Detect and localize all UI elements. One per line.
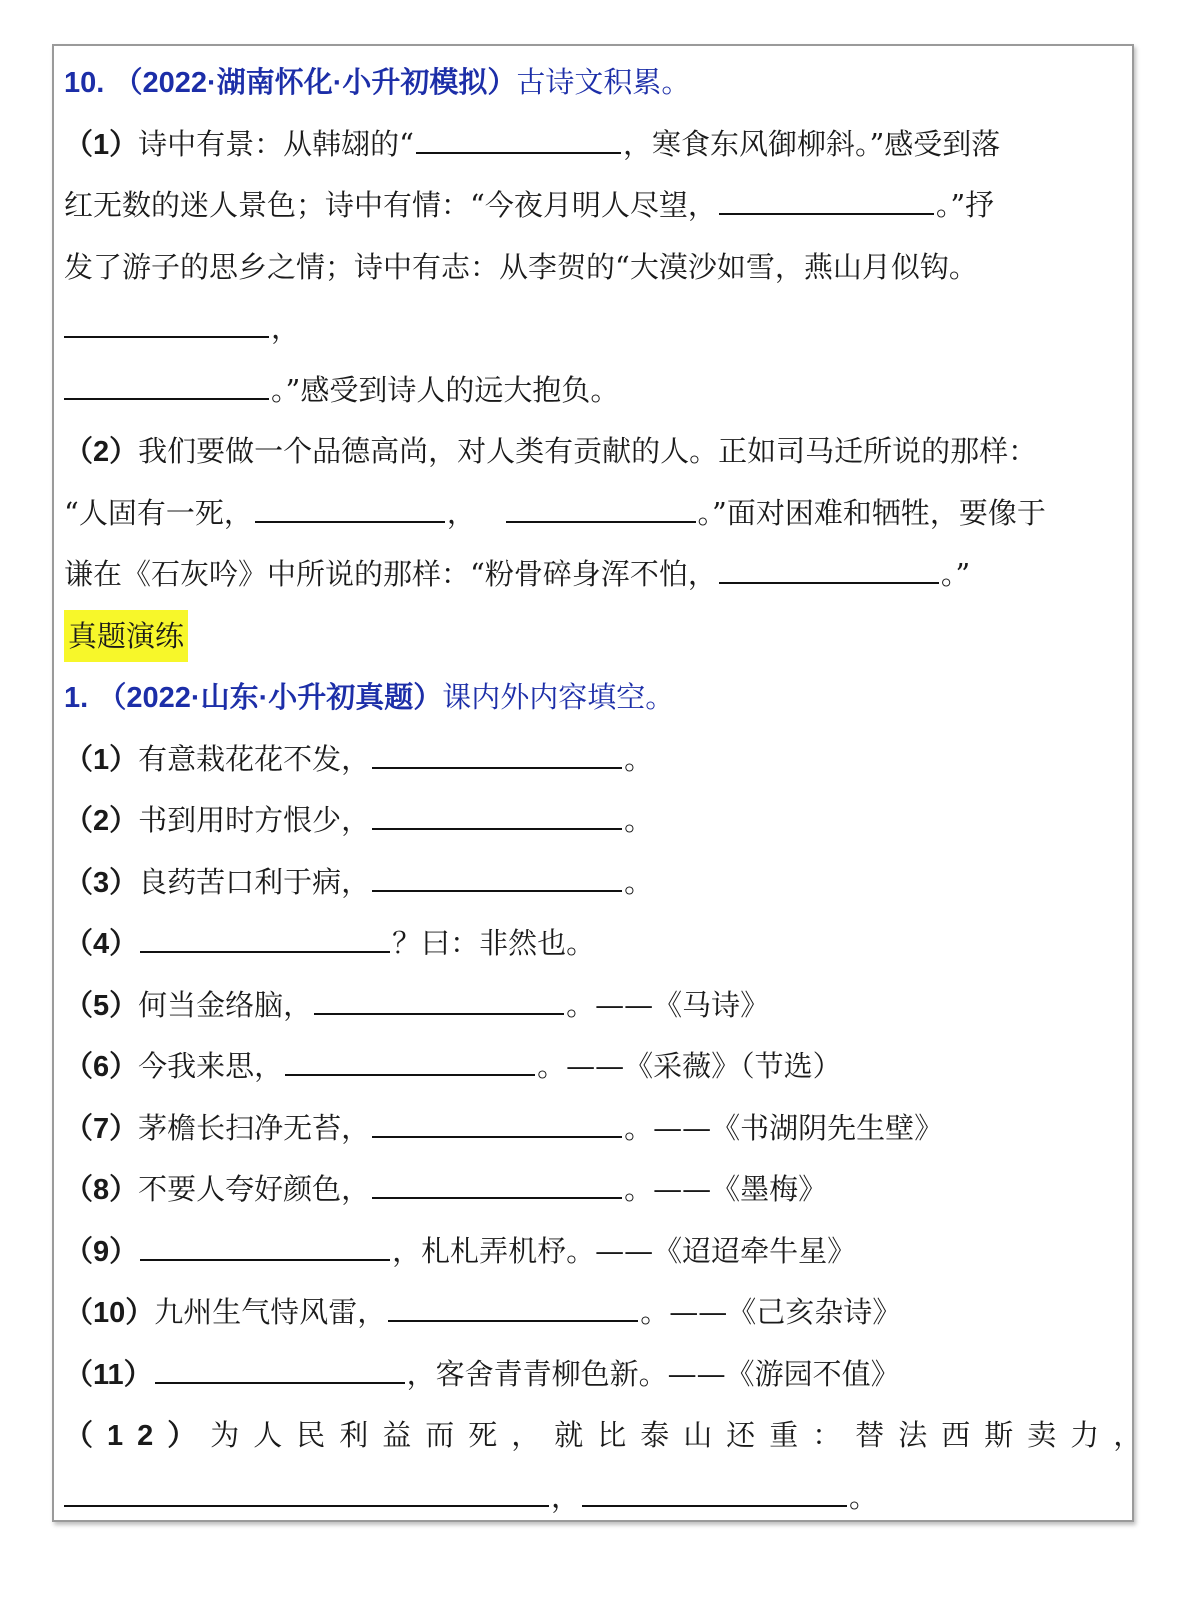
answer-blank[interactable] [388, 1294, 638, 1322]
answer-blank[interactable] [372, 1110, 622, 1138]
answer-blank[interactable] [416, 126, 621, 154]
item-label: （7） [64, 1112, 139, 1145]
answer-blank[interactable] [285, 1048, 535, 1076]
section-header [64, 606, 1119, 668]
text: 为人民利益而死，就比泰山还重：替法西斯卖力， [210, 1418, 1157, 1452]
answer-blank[interactable] [506, 495, 696, 523]
q10-p1-label: （1） [64, 128, 139, 161]
q10-p2-label: （2） [64, 436, 139, 468]
text: 良药苦口利于病， [138, 864, 371, 899]
list-item [64, 852, 1119, 914]
text: ，寒食东风御柳斜。”感受到落 [622, 126, 1001, 161]
q10-p2-line3 [64, 544, 1119, 606]
answer-blank[interactable] [372, 1171, 622, 1199]
text: 。”面对困难和牺牲，要像于 [697, 495, 1046, 530]
text: 书到用时方恨少， [138, 803, 371, 837]
worksheet [64, 52, 1157, 1528]
list-item [64, 1282, 1119, 1344]
q1-number: 1. [64, 682, 89, 714]
list-item [64, 1036, 1119, 1098]
answer-blank[interactable] [140, 1233, 390, 1261]
q10-p1-line4 [64, 298, 1119, 360]
text: 红无数的迷人景色；诗中有情：“今夜月明人尽望， [64, 188, 717, 222]
list-item [64, 1344, 1119, 1406]
text: 今我来思， [138, 1049, 284, 1083]
answer-blank[interactable] [372, 741, 622, 769]
text: 不要人夸好颜色， [138, 1172, 371, 1206]
item-label: （10） [64, 1297, 155, 1329]
text: 。 [849, 1479, 879, 1514]
text: 。——《马诗》 [566, 987, 770, 1022]
list-item [64, 975, 1119, 1037]
text: 。”感受到诗人的远大抱负。 [271, 372, 620, 407]
q10-p1-line3 [64, 237, 1119, 299]
q10-p2-line2 [64, 483, 1119, 545]
list-item [64, 913, 1119, 975]
list-item [64, 729, 1119, 791]
q10-p2-line1 [64, 421, 1119, 483]
q10-title: 古诗文积累。 [516, 65, 691, 99]
item-label: （1） [64, 743, 139, 776]
text: 有意栽花花不发， [138, 741, 371, 776]
text: 。 [624, 864, 654, 899]
text: ，客舍青青柳色新。——《游园不值》 [406, 1356, 900, 1391]
text: 。——《墨梅》 [624, 1172, 828, 1206]
answer-blank[interactable] [64, 310, 269, 338]
answer-blank[interactable] [64, 372, 269, 400]
answer-blank[interactable] [140, 925, 390, 953]
item-label: （4） [64, 928, 139, 960]
text: 。——《己亥杂诗》 [640, 1295, 902, 1329]
text: 何当金络脑， [138, 987, 313, 1022]
list-item [64, 1098, 1119, 1160]
q10-number: 10. [64, 67, 105, 99]
list-item [64, 1405, 1157, 1467]
item-label: （3） [64, 866, 139, 899]
answer-blank[interactable] [64, 1479, 549, 1507]
item-label: （2） [64, 805, 139, 837]
list-item-continuation [64, 1467, 1119, 1529]
item-label: （11） [64, 1358, 153, 1391]
text: “人固有一死， [64, 495, 253, 530]
item-label: （8） [64, 1174, 139, 1206]
text: 。” [940, 557, 971, 591]
q10-p1-line2 [64, 175, 1119, 237]
answer-blank[interactable] [582, 1479, 847, 1507]
q1-title: 课内外内容填空。 [442, 680, 675, 714]
item-label: （9） [64, 1235, 139, 1268]
text: ，札札弄机杼。——《迢迢牵牛星》 [392, 1233, 857, 1268]
answer-blank[interactable] [372, 864, 622, 892]
section-label: 真题演练 [64, 610, 188, 662]
text: 。”抒 [935, 188, 995, 222]
text: 我们要做一个品德高尚，对人类有贡献的人。正如司马迁所说的那样： [138, 434, 1038, 468]
text: 茅檐长扫净无苔， [138, 1110, 371, 1145]
text: 。——《采薇》（节选） [537, 1049, 842, 1083]
text: 。 [624, 741, 654, 776]
answer-blank[interactable] [719, 187, 934, 215]
text: 。 [624, 803, 654, 837]
q10-heading [64, 52, 1119, 114]
text: 。——《书湖阴先生壁》 [624, 1110, 944, 1145]
answer-blank[interactable] [255, 495, 445, 523]
text: ， [271, 311, 301, 345]
item-label: （5） [64, 989, 139, 1022]
text: 九州生气恃风雷， [154, 1295, 387, 1329]
q10-p1-line5 [64, 360, 1119, 422]
answer-blank[interactable] [372, 802, 622, 830]
item-label: （6） [64, 1051, 139, 1083]
text: ？曰：非然也。 [392, 926, 596, 960]
answer-blank[interactable] [155, 1356, 405, 1384]
text: 诗中有景：从韩翃的“ [138, 126, 414, 161]
item-label: （12） [64, 1420, 211, 1452]
q10-source: （2022·湖南怀化·小升初模拟） [113, 67, 517, 99]
text: 谦在《石灰吟》中所说的那样：“粉骨碎身浑不怕， [64, 557, 717, 591]
q1-heading [64, 667, 1119, 729]
list-item [64, 790, 1119, 852]
list-item [64, 1221, 1119, 1283]
text: ， [551, 1479, 581, 1514]
text: 发了游子的思乡之情；诗中有志：从李贺的“大漠沙如雪，燕山月似钩。 [64, 249, 978, 284]
list-item [64, 1159, 1119, 1221]
text: ， [446, 495, 476, 530]
q1-source: （2022·山东·小升初真题） [97, 682, 443, 714]
answer-blank[interactable] [314, 987, 564, 1015]
answer-blank[interactable] [719, 556, 939, 584]
q10-p1-line1 [64, 114, 1119, 176]
